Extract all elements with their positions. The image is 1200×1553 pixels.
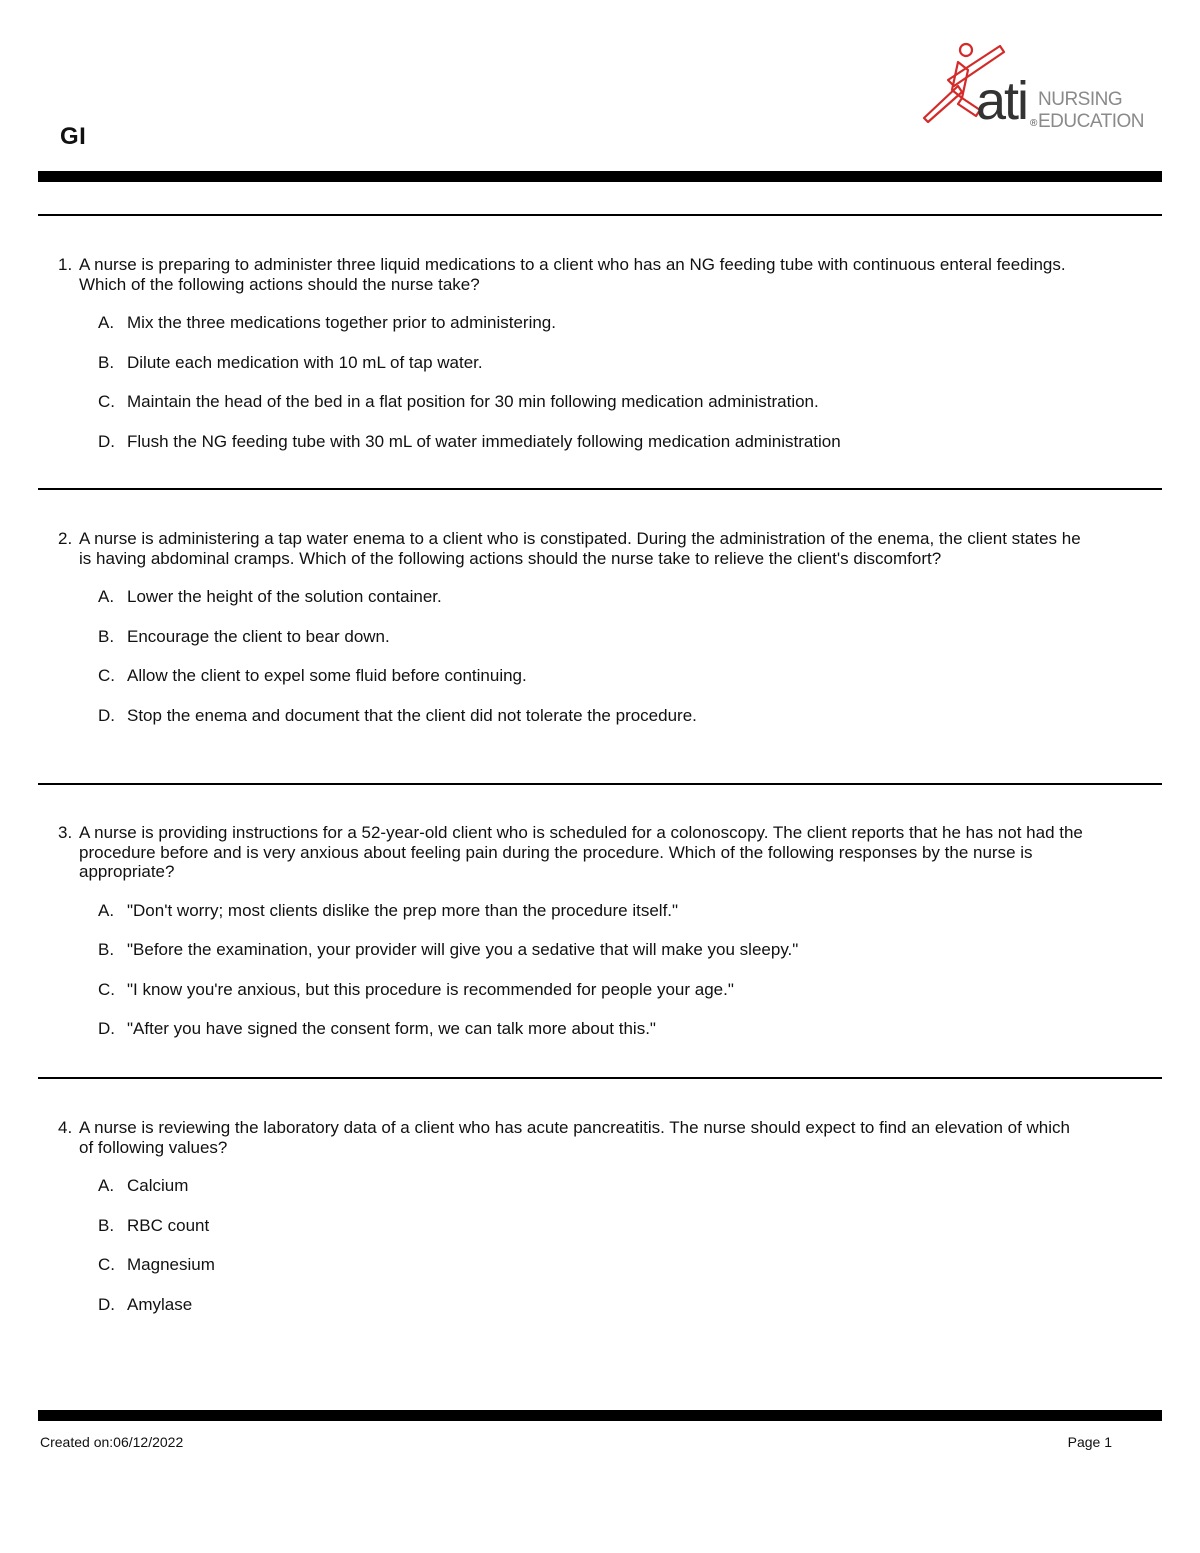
- option-text: Lower the height of the solution container.: [127, 587, 442, 606]
- logo-subtitle-line2: EDUCATION: [1038, 111, 1144, 132]
- option-letter: B.: [98, 352, 115, 372]
- option-letter: C.: [98, 979, 115, 999]
- answer-options: [58, 313, 1088, 452]
- question-number: 1.: [58, 255, 73, 274]
- answer-option-a[interactable]: [58, 587, 1088, 607]
- answer-option-d[interactable]: [58, 1295, 1088, 1315]
- page-number: Page 1: [1067, 1434, 1112, 1450]
- option-letter: C.: [98, 666, 115, 685]
- question-stem: [58, 529, 1088, 568]
- answer-option-c[interactable]: [58, 1255, 1088, 1275]
- logo-brand-text: ati: [976, 71, 1028, 131]
- question-3: [58, 823, 1088, 1059]
- option-letter: A.: [98, 587, 115, 606]
- option-text: Flush the NG feeding tube with 30 mL of water immediately following medication administration: [127, 431, 841, 451]
- answer-option-d[interactable]: [58, 432, 1088, 452]
- option-letter: B.: [98, 1215, 115, 1235]
- option-text: "Before the examination, your provider will give you a sedative that will make you sleepy.": [127, 940, 799, 959]
- option-letter: D.: [98, 1294, 115, 1314]
- answer-option-d[interactable]: [58, 1019, 1088, 1039]
- option-text: "I know you're anxious, but this procedure is recommended for people your age.": [127, 979, 734, 999]
- answer-option-a[interactable]: [58, 901, 1088, 921]
- option-letter: D.: [98, 705, 115, 725]
- logo-subtitle: [1038, 89, 1144, 133]
- question-text: A nurse is preparing to administer three liquid medications to a client who has an NG feeding tube with continuous enteral feedings. Which of the following actions should the nurse take?: [79, 255, 1066, 294]
- question-number: 2.: [58, 529, 73, 548]
- question-4: [58, 1118, 1088, 1334]
- answer-options: [58, 1176, 1088, 1315]
- question-divider: [38, 783, 1162, 785]
- question-divider: [38, 1077, 1162, 1079]
- question-number: 4.: [58, 1118, 73, 1137]
- option-text: Encourage the client to bear down.: [127, 626, 390, 646]
- option-text: Allow the client to expel some fluid before continuing.: [127, 666, 527, 685]
- question-1: [58, 255, 1088, 471]
- option-text: Calcium: [127, 1176, 189, 1195]
- answer-option-a[interactable]: [58, 1176, 1088, 1196]
- answer-options: [58, 901, 1088, 1040]
- answer-option-b[interactable]: [58, 353, 1088, 373]
- logo-registered-mark: ®: [1030, 118, 1038, 129]
- document-title: GI: [60, 123, 87, 150]
- header-thin-rule: [38, 214, 1162, 216]
- option-letter: D.: [98, 1019, 115, 1038]
- answer-option-c[interactable]: [58, 980, 1088, 1000]
- option-letter: A.: [98, 900, 115, 920]
- option-text: Stop the enema and document that the client did not tolerate the procedure.: [127, 705, 697, 725]
- question-divider: [38, 488, 1162, 490]
- option-letter: C.: [98, 1255, 115, 1274]
- header-thick-rule: [38, 171, 1162, 182]
- question-text: A nurse is providing instructions for a 52-year-old client who is scheduled for a colonoscopy. The client reports that he has not had the procedure before and is very anxious about feeling pain during the procedure. Which of the following responses by the nurse is appropriate?: [79, 823, 1083, 881]
- option-letter: B.: [98, 940, 115, 959]
- question-2: [58, 529, 1088, 745]
- answer-options: [58, 587, 1088, 726]
- ati-nursing-education-logo: [918, 40, 1144, 140]
- option-text: Amylase: [127, 1294, 193, 1314]
- footer-thick-rule: [38, 1410, 1162, 1421]
- logo-subtitle-line1: NURSING: [1038, 89, 1123, 110]
- option-letter: D.: [98, 431, 115, 451]
- option-text: Magnesium: [127, 1255, 215, 1274]
- answer-option-b[interactable]: [58, 1216, 1088, 1236]
- question-text: A nurse is administering a tap water enema to a client who is constipated. During the administration of the enema, the client states he is having abdominal cramps. Which of the following actions should the nurse take to relieve the client's discomfort?: [79, 529, 1081, 568]
- option-text: "After you have signed the consent form, we can talk more about this.": [127, 1019, 656, 1038]
- question-stem: [58, 823, 1088, 882]
- question-text: A nurse is reviewing the laboratory data of a client who has acute pancreatitis. The nurse should expect to find an elevation of which of following values?: [79, 1118, 1070, 1157]
- answer-option-d[interactable]: [58, 706, 1088, 726]
- option-letter: A.: [98, 313, 115, 332]
- question-number: 3.: [58, 823, 73, 842]
- answer-option-b[interactable]: [58, 627, 1088, 647]
- option-text: Mix the three medications together prior to administering.: [127, 313, 556, 332]
- question-stem: [58, 1118, 1088, 1157]
- option-text: Dilute each medication with 10 mL of tap water.: [127, 352, 483, 372]
- question-stem: [58, 255, 1088, 294]
- option-text: "Don't worry; most clients dislike the prep more than the procedure itself.": [127, 900, 679, 920]
- created-date: Created on:06/12/2022: [40, 1434, 184, 1450]
- option-text: Maintain the head of the bed in a flat position for 30 min following medication administration.: [127, 392, 819, 411]
- answer-option-c[interactable]: [58, 392, 1088, 412]
- option-letter: C.: [98, 392, 115, 411]
- option-text: RBC count: [127, 1215, 210, 1235]
- answer-option-a[interactable]: [58, 313, 1088, 333]
- option-letter: B.: [98, 626, 115, 646]
- answer-option-c[interactable]: [58, 666, 1088, 686]
- answer-option-b[interactable]: [58, 940, 1088, 960]
- option-letter: A.: [98, 1176, 115, 1195]
